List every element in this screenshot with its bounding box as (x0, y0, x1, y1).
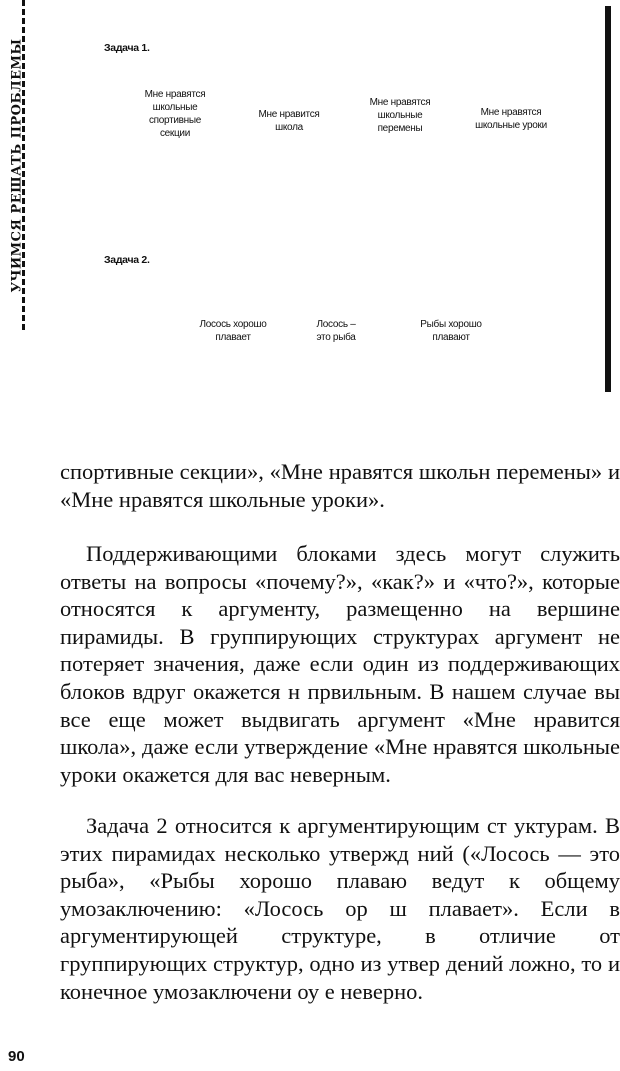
task1-box-4: Мне нравятся школьные уроки (475, 107, 547, 131)
task2-box-1: Лосось хорошо плавает (199, 319, 267, 343)
task2-box-3: Рыбы хорошо плавают (420, 319, 482, 343)
paragraph-1-text: спортивные секции», «Мне нравятся школьн перемены» и «Мне нравятся школьные уроки». (60, 459, 620, 512)
task1-box-1: Мне нравятся школьные спортивные секции (144, 89, 206, 139)
page-number: 90 (8, 1048, 25, 1065)
paragraph-2-text: Поддерживающими блоками здесь могут служить ответы на вопросы «почему?», «как?» и «что?», которые относятся к аргументу, размещенно на вершине пирамиды. В группирующих структурах аргумент не потеряет значения, даже если один из поддерживающих блоков вдруг окажется н првильным. В нашем случае вы все еще может выдвигать аргумент «Мне нравится школа», даже если утверждение «Мне нравятся школьные уроки окажется для вас неверным. (60, 541, 620, 787)
paragraph-3-text: Задача 2 относится к аргументирующим ст уктурам. В этих пирамидах несколько утвержд ний («Лосось — это рыба», «Рыбы хорошо плаваю ведут к общему умозаключению: «Лосось ор ш плавает». Если в аргументирующей структуре, в отличие от группирующих структур, одно из утвер дений ложно, то и конечное умозаключени оу е неверно. (60, 813, 620, 1004)
task1-label: Задача 1. (104, 42, 150, 54)
task1-box-2: Мне нравится школа (258, 109, 320, 133)
running-header-text: УЧИМСЯ РЕШАТЬ ПРОБЛЕМЫ (9, 38, 25, 293)
task2-label: Задача 2. (104, 254, 150, 266)
vertical-bar (605, 6, 611, 392)
task2-box-2: Лосось – это рыба (316, 319, 356, 343)
paragraph-3 (60, 812, 620, 1005)
dashed-rule (22, 0, 25, 330)
paragraph-2 (60, 540, 620, 788)
task1-box-3: Мне нравятся школьные перемены (369, 97, 431, 134)
paragraph-1 (60, 458, 620, 513)
